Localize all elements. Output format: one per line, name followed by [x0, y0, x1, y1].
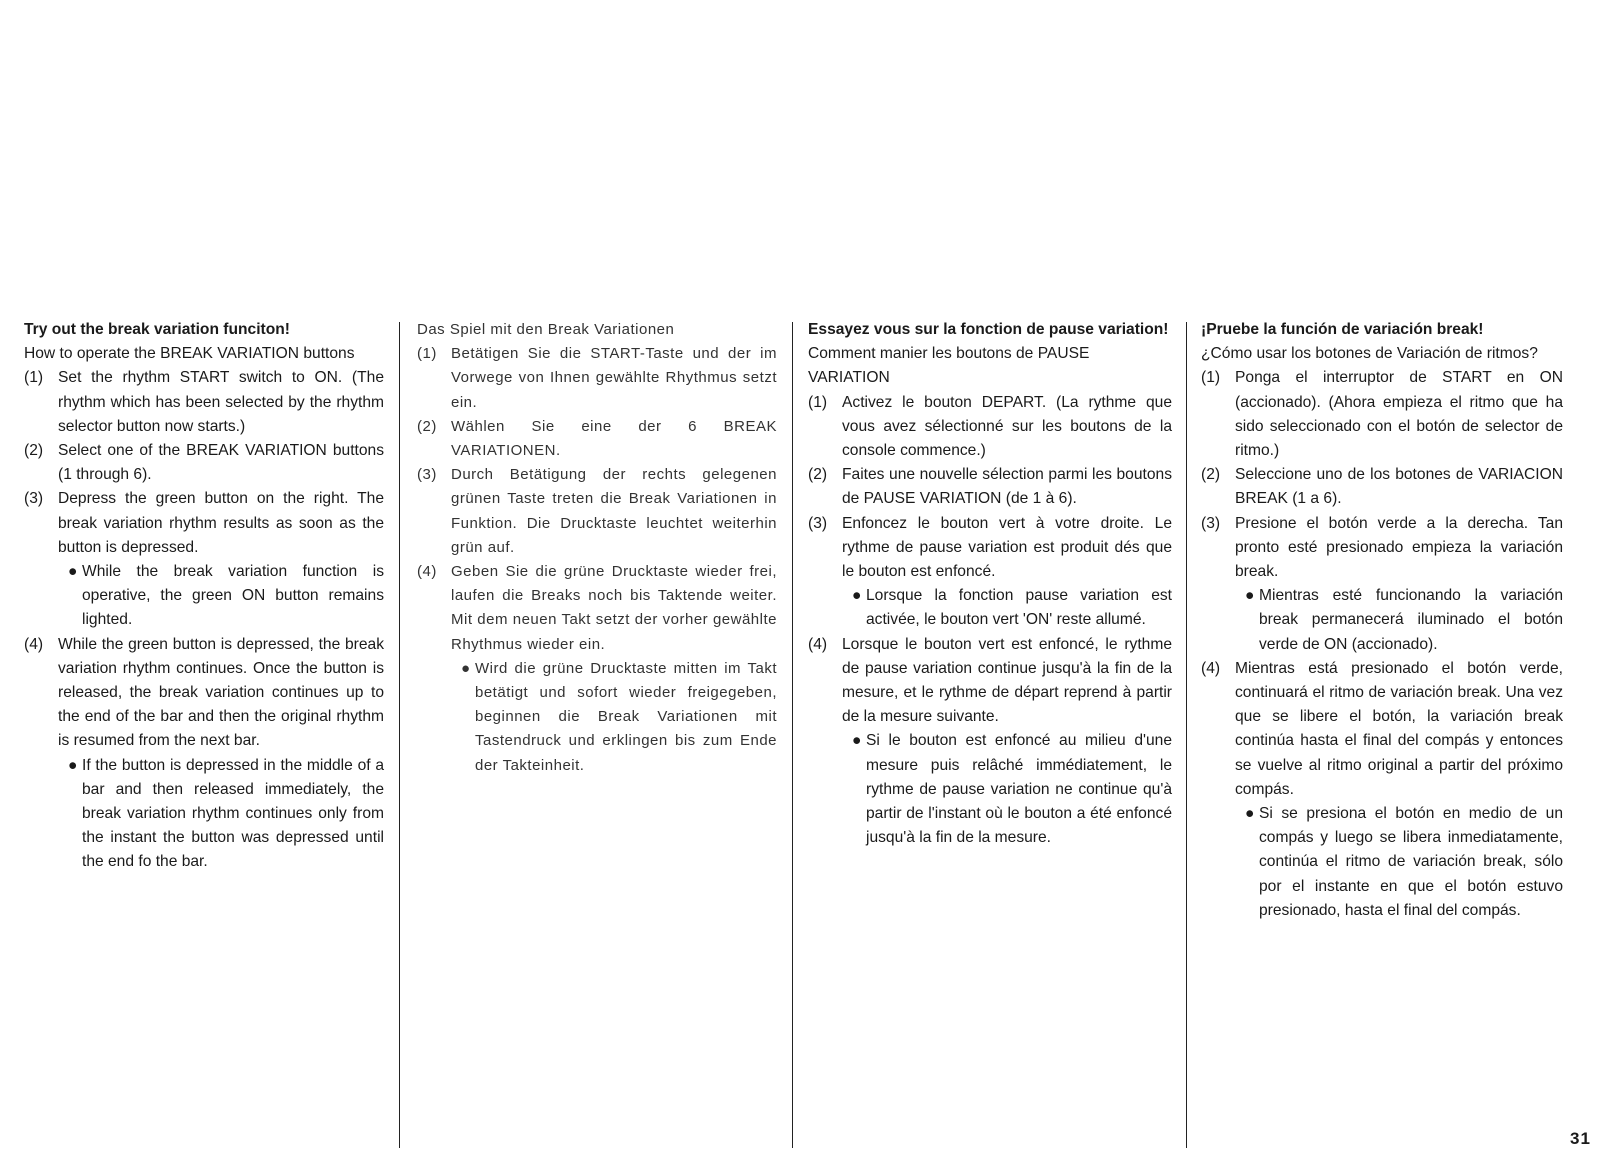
column-divider-3: [1186, 322, 1187, 1148]
german-step-4: (4) Geben Sie die grüne Drucktaste wieder frei, laufen die Breaks noch bis Taktende weiter. Mit dem neuen Takt setzt der vorher gewählte Rhythmus wieder ein.: [417, 563, 777, 653]
spanish-bullet-1: ● Mientras esté funcionando la variación break permanecerá iluminado el botón verde de ON (accionado).: [1245, 587, 1563, 653]
english-bullet-2: ● If the button is depressed in the middle of a bar and then released immediately, the break variation rhythm continues only from the instant the button was depressed until the end fo the bar.: [68, 756, 384, 871]
spanish-column: [1201, 318, 1563, 923]
german-step-2: (2) Wählen Sie eine der 6 BREAK VARIATIONEN.: [417, 417, 777, 460]
french-step-2: (2) Faites une nouvelle sélection parmi les boutons de PAUSE VARIATION (de 1 à 6).: [808, 466, 1172, 508]
english-step-3: (3) Depress the green button on the right. The break variation rhythm results as soon as the button is depressed.: [24, 490, 384, 556]
french-step-3: (3) Enfoncez le bouton vert à votre droite. Le rythme de pause variation est produit dés que le bouton est enfoncé.: [808, 514, 1172, 581]
spanish-step-2: (2) Seleccione uno de los botones de VARIACION BREAK (1 a 6).: [1201, 466, 1563, 508]
french-bullet-1: ● Lorsque la fonction pause variation est activée, le bouton vert 'ON' reste allumé.: [852, 587, 1172, 629]
spanish-step-4: (4) Mientras está presionado el botón verde, continuará el ritmo de variación break. Una vez que se libere el botón, la variación break continúa hasta el final del compás y entonces se vuelve al ritmo original a partir del próximo compás.: [1201, 659, 1563, 798]
french-intro: Comment manier les boutons de PAUSE VARIATION: [808, 345, 1090, 387]
french-step-4: (4) Lorsque le bouton vert est enfoncé, le rythme de pause variation continue jusqu'à la fin de la mesure, et le rythme de départ reprend à partir de la mesure suivante.: [808, 635, 1172, 726]
spanish-heading: ¡Pruebe la función de variación break!: [1201, 321, 1484, 338]
german-step-1: (1) Betätigen Sie die START-Taste und der im Vorwege von Ihnen gewählte Rhythmus setzt ein.: [417, 345, 777, 411]
french-heading: Essayez vous sur la fonction de pause variation!: [808, 321, 1169, 338]
spanish-bullet-2: ● Si se presiona el botón en medio de un compás y luego se libera inmediatamente, continúa el ritmo de variación break, sólo por el instante en que el botón estuvo presionado, hasta el final del compás.: [1245, 805, 1563, 919]
column-divider-2: [792, 322, 793, 1148]
english-step-4: (4) While the green button is depressed, the break variation rhythm continues. Once the button is released, the break variation continues up to the end of the bar and then the original rhythm is resumed from the next bar.: [24, 635, 384, 750]
french-column: [808, 318, 1172, 850]
english-heading: Try out the break variation funciton!: [24, 321, 290, 338]
english-bullet-1: ● While the break variation function is operative, the green ON button remains lighted.: [68, 563, 384, 629]
spanish-step-1: (1) Ponga el interruptor de START en ON (accionado). (Ahora empieza el ritmo que ha sido seleccionado con el botón de selector de ritmo.): [1201, 369, 1563, 460]
german-bullet-1: ● Wird die grüne Drucktaste mitten im Takt betätigt und sofort wieder freigegeben, beginnen die Break Variationen mit Tastendruck und erklingen bis zum Ende der Takteinheit.: [461, 659, 777, 774]
french-bullet-2: ● Si le bouton est enfoncé au milieu d'une mesure puis relâché immédiatement, le rythme de pause variation ne continue qu'à partir de l'instant où le bouton a été enfoncé jusqu'à la fin de la mesure.: [852, 732, 1172, 847]
page-number: 31: [1570, 1129, 1591, 1148]
english-step-1: (1) Set the rhythm START switch to ON. (The rhythm which has been selected by the rhythm selector button now starts.): [24, 369, 384, 435]
spanish-step-3: (3) Presione el botón verde a la derecha. Tan pronto esté presionado empieza la variación break.: [1201, 514, 1563, 581]
german-step-3: (3) Durch Betätigung der rechts gelegenen grünen Taste treten die Break Variationen in Funktion. Die Drucktaste leuchtet weiterhin grün auf.: [417, 466, 777, 556]
spanish-intro: ¿Cómo usar los botones de Variación de ritmos?: [1201, 345, 1538, 363]
french-step-1: (1) Activez le bouton DEPART. (La rythme que vous avez sélectionné sur les boutons de la console commence.): [808, 393, 1172, 460]
english-intro: How to operate the BREAK VARIATION buttons: [24, 345, 355, 363]
english-step-2: (2) Select one of the BREAK VARIATION buttons (1 through 6).: [24, 442, 384, 484]
english-column: [24, 318, 384, 875]
column-divider-1: [399, 322, 400, 1148]
german-intro: Das Spiel mit den Break Variationen: [417, 321, 675, 338]
german-column: [417, 318, 777, 778]
